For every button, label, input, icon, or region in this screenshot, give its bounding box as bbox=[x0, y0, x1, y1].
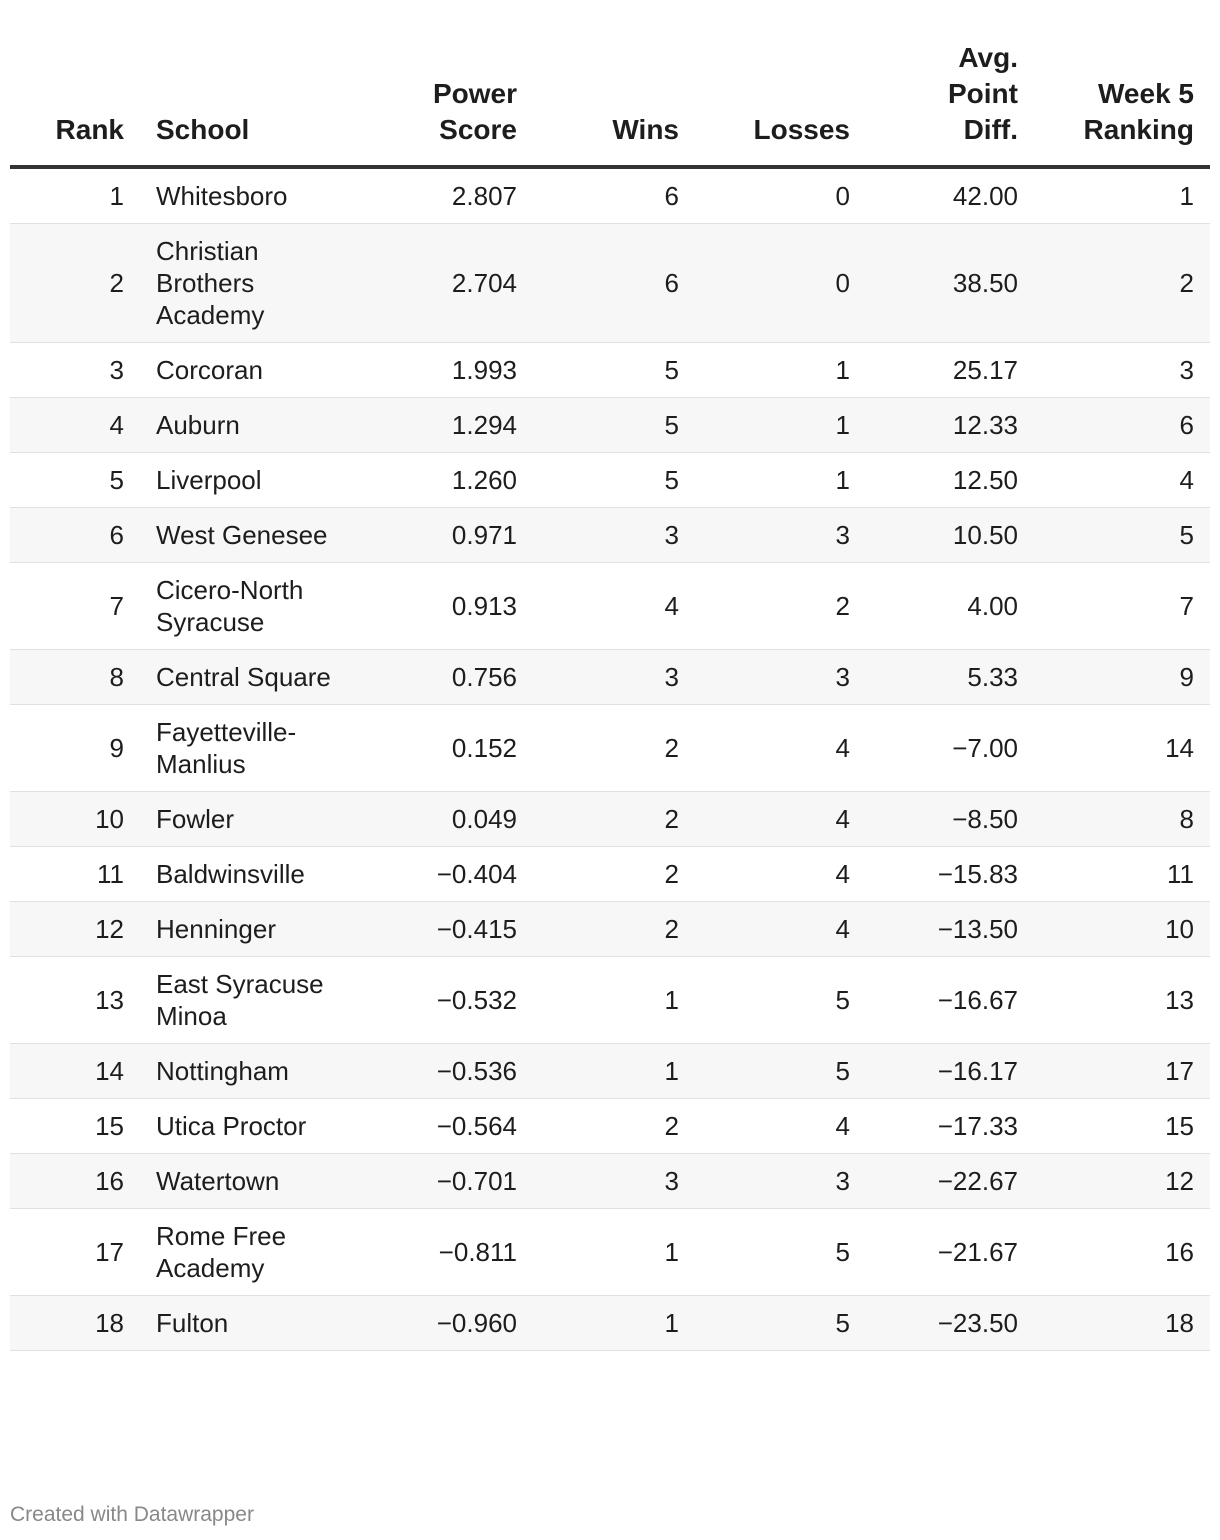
cell-power-score: 1.993 bbox=[360, 343, 533, 398]
header-rank[interactable] bbox=[10, 40, 140, 167]
table-row bbox=[10, 224, 1210, 343]
cell-school: Cicero-North Syracuse bbox=[140, 563, 360, 650]
cell-wins: 5 bbox=[533, 343, 695, 398]
cell-power-score: −0.960 bbox=[360, 1296, 533, 1351]
cell-wins: 3 bbox=[533, 508, 695, 563]
table-row bbox=[10, 1154, 1210, 1209]
cell-power-score: −0.404 bbox=[360, 847, 533, 902]
cell-wins: 2 bbox=[533, 792, 695, 847]
cell-wins: 2 bbox=[533, 847, 695, 902]
cell-losses: 5 bbox=[695, 957, 866, 1044]
cell-school: Corcoran bbox=[140, 343, 360, 398]
cell-wins: 2 bbox=[533, 705, 695, 792]
cell-avg-point-diff: −22.67 bbox=[866, 1154, 1034, 1209]
cell-school: Utica Proctor bbox=[140, 1099, 360, 1154]
cell-power-score: 1.294 bbox=[360, 398, 533, 453]
cell-avg-point-diff: 25.17 bbox=[866, 343, 1034, 398]
cell-avg-point-diff: 42.00 bbox=[866, 167, 1034, 224]
cell-week5-ranking: 12 bbox=[1034, 1154, 1210, 1209]
cell-wins: 1 bbox=[533, 1209, 695, 1296]
rankings-table-container bbox=[10, 40, 1210, 1351]
table-row bbox=[10, 508, 1210, 563]
cell-losses: 0 bbox=[695, 224, 866, 343]
cell-week5-ranking: 5 bbox=[1034, 508, 1210, 563]
cell-power-score: −0.564 bbox=[360, 1099, 533, 1154]
table-row bbox=[10, 398, 1210, 453]
cell-wins: 2 bbox=[533, 902, 695, 957]
cell-losses: 4 bbox=[695, 792, 866, 847]
cell-rank: 16 bbox=[10, 1154, 140, 1209]
header-week5-ranking[interactable] bbox=[1034, 40, 1210, 167]
cell-school: Nottingham bbox=[140, 1044, 360, 1099]
cell-losses: 4 bbox=[695, 847, 866, 902]
cell-losses: 5 bbox=[695, 1209, 866, 1296]
cell-school: Rome Free Academy bbox=[140, 1209, 360, 1296]
cell-losses: 4 bbox=[695, 902, 866, 957]
cell-wins: 6 bbox=[533, 167, 695, 224]
header-avg-point-diff[interactable] bbox=[866, 40, 1034, 167]
header-avg-point-diff-line: Avg. bbox=[958, 42, 1018, 73]
cell-school: East Syracuse Minoa bbox=[140, 957, 360, 1044]
cell-avg-point-diff: 10.50 bbox=[866, 508, 1034, 563]
cell-losses: 5 bbox=[695, 1044, 866, 1099]
cell-week5-ranking: 10 bbox=[1034, 902, 1210, 957]
cell-week5-ranking: 8 bbox=[1034, 792, 1210, 847]
cell-week5-ranking: 2 bbox=[1034, 224, 1210, 343]
cell-rank: 18 bbox=[10, 1296, 140, 1351]
cell-avg-point-diff: −7.00 bbox=[866, 705, 1034, 792]
cell-power-score: 0.049 bbox=[360, 792, 533, 847]
cell-rank: 15 bbox=[10, 1099, 140, 1154]
cell-losses: 4 bbox=[695, 705, 866, 792]
table-row bbox=[10, 343, 1210, 398]
cell-power-score: −0.811 bbox=[360, 1209, 533, 1296]
header-power-score-line: Power bbox=[432, 78, 517, 109]
cell-power-score: −0.532 bbox=[360, 957, 533, 1044]
cell-avg-point-diff: −13.50 bbox=[866, 902, 1034, 957]
cell-week5-ranking: 16 bbox=[1034, 1209, 1210, 1296]
cell-rank: 9 bbox=[10, 705, 140, 792]
table-row bbox=[10, 453, 1210, 508]
header-avg-point-diff-line: Diff. bbox=[963, 114, 1018, 145]
cell-school: West Genesee bbox=[140, 508, 360, 563]
header-losses-line: Losses bbox=[753, 114, 850, 145]
cell-wins: 5 bbox=[533, 453, 695, 508]
table-body bbox=[10, 167, 1210, 1351]
cell-power-score: 1.260 bbox=[360, 453, 533, 508]
header-row bbox=[10, 40, 1210, 167]
cell-wins: 1 bbox=[533, 957, 695, 1044]
cell-rank: 8 bbox=[10, 650, 140, 705]
header-school-line: School bbox=[156, 114, 250, 145]
cell-school: Auburn bbox=[140, 398, 360, 453]
cell-week5-ranking: 13 bbox=[1034, 957, 1210, 1044]
cell-school: Fulton bbox=[140, 1296, 360, 1351]
cell-rank: 10 bbox=[10, 792, 140, 847]
header-wins[interactable] bbox=[533, 40, 695, 167]
table-row bbox=[10, 847, 1210, 902]
cell-rank: 13 bbox=[10, 957, 140, 1044]
cell-rank: 4 bbox=[10, 398, 140, 453]
cell-power-score: 2.704 bbox=[360, 224, 533, 343]
cell-losses: 1 bbox=[695, 453, 866, 508]
cell-losses: 3 bbox=[695, 650, 866, 705]
cell-rank: 12 bbox=[10, 902, 140, 957]
cell-rank: 17 bbox=[10, 1209, 140, 1296]
cell-wins: 1 bbox=[533, 1296, 695, 1351]
cell-week5-ranking: 9 bbox=[1034, 650, 1210, 705]
cell-power-score: 0.971 bbox=[360, 508, 533, 563]
table-row bbox=[10, 1099, 1210, 1154]
cell-rank: 14 bbox=[10, 1044, 140, 1099]
cell-wins: 1 bbox=[533, 1044, 695, 1099]
table-row bbox=[10, 1209, 1210, 1296]
cell-week5-ranking: 14 bbox=[1034, 705, 1210, 792]
cell-school: Central Square bbox=[140, 650, 360, 705]
cell-losses: 3 bbox=[695, 508, 866, 563]
cell-avg-point-diff: −8.50 bbox=[866, 792, 1034, 847]
cell-rank: 11 bbox=[10, 847, 140, 902]
header-rank-line: Rank bbox=[55, 114, 124, 145]
cell-rank: 2 bbox=[10, 224, 140, 343]
cell-avg-point-diff: 12.50 bbox=[866, 453, 1034, 508]
cell-power-score: −0.536 bbox=[360, 1044, 533, 1099]
cell-school: Fowler bbox=[140, 792, 360, 847]
table-header bbox=[10, 40, 1210, 167]
cell-avg-point-diff: 12.33 bbox=[866, 398, 1034, 453]
cell-losses: 4 bbox=[695, 1099, 866, 1154]
cell-wins: 4 bbox=[533, 563, 695, 650]
cell-wins: 5 bbox=[533, 398, 695, 453]
table-row bbox=[10, 167, 1210, 224]
header-school[interactable] bbox=[140, 40, 360, 167]
cell-rank: 3 bbox=[10, 343, 140, 398]
cell-school: Watertown bbox=[140, 1154, 360, 1209]
cell-losses: 5 bbox=[695, 1296, 866, 1351]
cell-week5-ranking: 17 bbox=[1034, 1044, 1210, 1099]
cell-wins: 2 bbox=[533, 1099, 695, 1154]
cell-avg-point-diff: 38.50 bbox=[866, 224, 1034, 343]
cell-avg-point-diff: −16.17 bbox=[866, 1044, 1034, 1099]
table-row bbox=[10, 705, 1210, 792]
cell-school: Fayetteville-Manlius bbox=[140, 705, 360, 792]
cell-avg-point-diff: −16.67 bbox=[866, 957, 1034, 1044]
cell-week5-ranking: 11 bbox=[1034, 847, 1210, 902]
cell-losses: 0 bbox=[695, 167, 866, 224]
cell-school: Christian Brothers Academy bbox=[140, 224, 360, 343]
cell-rank: 6 bbox=[10, 508, 140, 563]
cell-week5-ranking: 6 bbox=[1034, 398, 1210, 453]
cell-losses: 2 bbox=[695, 563, 866, 650]
header-power-score-line: Score bbox=[439, 114, 517, 145]
cell-week5-ranking: 4 bbox=[1034, 453, 1210, 508]
table-row bbox=[10, 792, 1210, 847]
cell-power-score: 0.913 bbox=[360, 563, 533, 650]
cell-avg-point-diff: −17.33 bbox=[866, 1099, 1034, 1154]
cell-power-score: 0.152 bbox=[360, 705, 533, 792]
cell-week5-ranking: 3 bbox=[1034, 343, 1210, 398]
table-row bbox=[10, 563, 1210, 650]
cell-week5-ranking: 1 bbox=[1034, 167, 1210, 224]
table-row bbox=[10, 957, 1210, 1044]
header-week5-ranking-line: Ranking bbox=[1083, 114, 1194, 145]
cell-rank: 1 bbox=[10, 167, 140, 224]
cell-rank: 7 bbox=[10, 563, 140, 650]
cell-week5-ranking: 7 bbox=[1034, 563, 1210, 650]
header-avg-point-diff-line: Point bbox=[948, 78, 1018, 109]
cell-school: Henninger bbox=[140, 902, 360, 957]
cell-power-score: 0.756 bbox=[360, 650, 533, 705]
cell-losses: 1 bbox=[695, 343, 866, 398]
header-power-score[interactable] bbox=[360, 40, 533, 167]
cell-wins: 3 bbox=[533, 1154, 695, 1209]
cell-rank: 5 bbox=[10, 453, 140, 508]
cell-wins: 6 bbox=[533, 224, 695, 343]
cell-avg-point-diff: −23.50 bbox=[866, 1296, 1034, 1351]
cell-school: Whitesboro bbox=[140, 167, 360, 224]
cell-losses: 1 bbox=[695, 398, 866, 453]
cell-power-score: 2.807 bbox=[360, 167, 533, 224]
cell-power-score: −0.701 bbox=[360, 1154, 533, 1209]
rankings-table bbox=[10, 40, 1210, 1351]
cell-week5-ranking: 18 bbox=[1034, 1296, 1210, 1351]
header-losses[interactable] bbox=[695, 40, 866, 167]
cell-avg-point-diff: 4.00 bbox=[866, 563, 1034, 650]
cell-avg-point-diff: −21.67 bbox=[866, 1209, 1034, 1296]
cell-avg-point-diff: −15.83 bbox=[866, 847, 1034, 902]
cell-school: Liverpool bbox=[140, 453, 360, 508]
cell-wins: 3 bbox=[533, 650, 695, 705]
table-row bbox=[10, 650, 1210, 705]
table-row bbox=[10, 1044, 1210, 1099]
header-week5-ranking-line: Week 5 bbox=[1098, 78, 1194, 109]
cell-power-score: −0.415 bbox=[360, 902, 533, 957]
cell-avg-point-diff: 5.33 bbox=[866, 650, 1034, 705]
cell-losses: 3 bbox=[695, 1154, 866, 1209]
cell-week5-ranking: 15 bbox=[1034, 1099, 1210, 1154]
datawrapper-credit[interactable]: Created with Datawrapper bbox=[10, 1503, 254, 1526]
table-row bbox=[10, 902, 1210, 957]
cell-school: Baldwinsville bbox=[140, 847, 360, 902]
header-wins-line: Wins bbox=[612, 114, 679, 145]
table-row bbox=[10, 1296, 1210, 1351]
